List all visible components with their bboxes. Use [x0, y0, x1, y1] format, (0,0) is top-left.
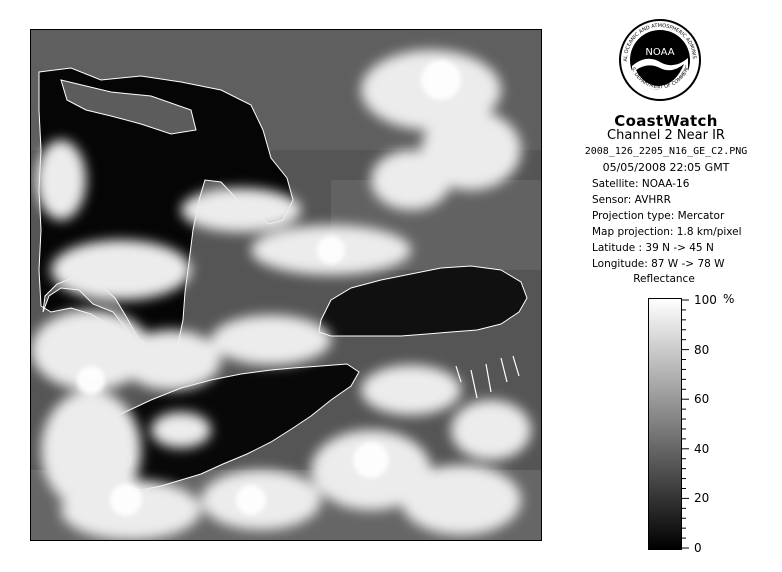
channel-label: Channel 2 Near IR [607, 128, 725, 143]
latitude-label: Latitude : 39 N -> 45 N [592, 242, 714, 254]
longitude-label: Longitude: 87 W -> 78 W [592, 258, 725, 270]
logo-ring-text-top: AL OCEANIC AND ATMOSPHERIC ADMINIS [622, 22, 698, 62]
colorbar-tick-label: 80 [694, 342, 710, 357]
colorbar-title: Reflectance [633, 273, 695, 285]
sensor-label: Sensor: AVHRR [592, 194, 671, 206]
satellite-image [30, 29, 542, 541]
noaa-logo [618, 18, 702, 102]
colorbar-unit: % [723, 292, 735, 306]
colorbar-tick-label: 0 [694, 541, 702, 555]
colorbar-tick-label: 100 [694, 293, 717, 307]
satellite-label: Satellite: NOAA-16 [592, 178, 690, 190]
projection-type-label: Projection type: Mercator [592, 210, 725, 222]
colorbar-tick-label: 40 [694, 441, 710, 456]
acquisition-datetime: 05/05/2008 22:05 GMT [602, 161, 730, 174]
map-projection-label: Map projection: 1.8 km/pixel [592, 226, 742, 238]
logo-center-text: NOAA [645, 47, 675, 58]
logo-ring-text-bottom: .S. DEPARTMENT OF COMMERC [629, 64, 691, 91]
reflectance-colorbar [648, 298, 682, 550]
colorbar-tick-label: 20 [694, 491, 710, 506]
colorbar-tick-label: 60 [694, 392, 710, 407]
file-name: 2008_126_2205_N16_GE_C2.PNG [584, 146, 748, 157]
satellite-map [31, 30, 541, 540]
brand-title: CoastWatch [614, 112, 718, 130]
